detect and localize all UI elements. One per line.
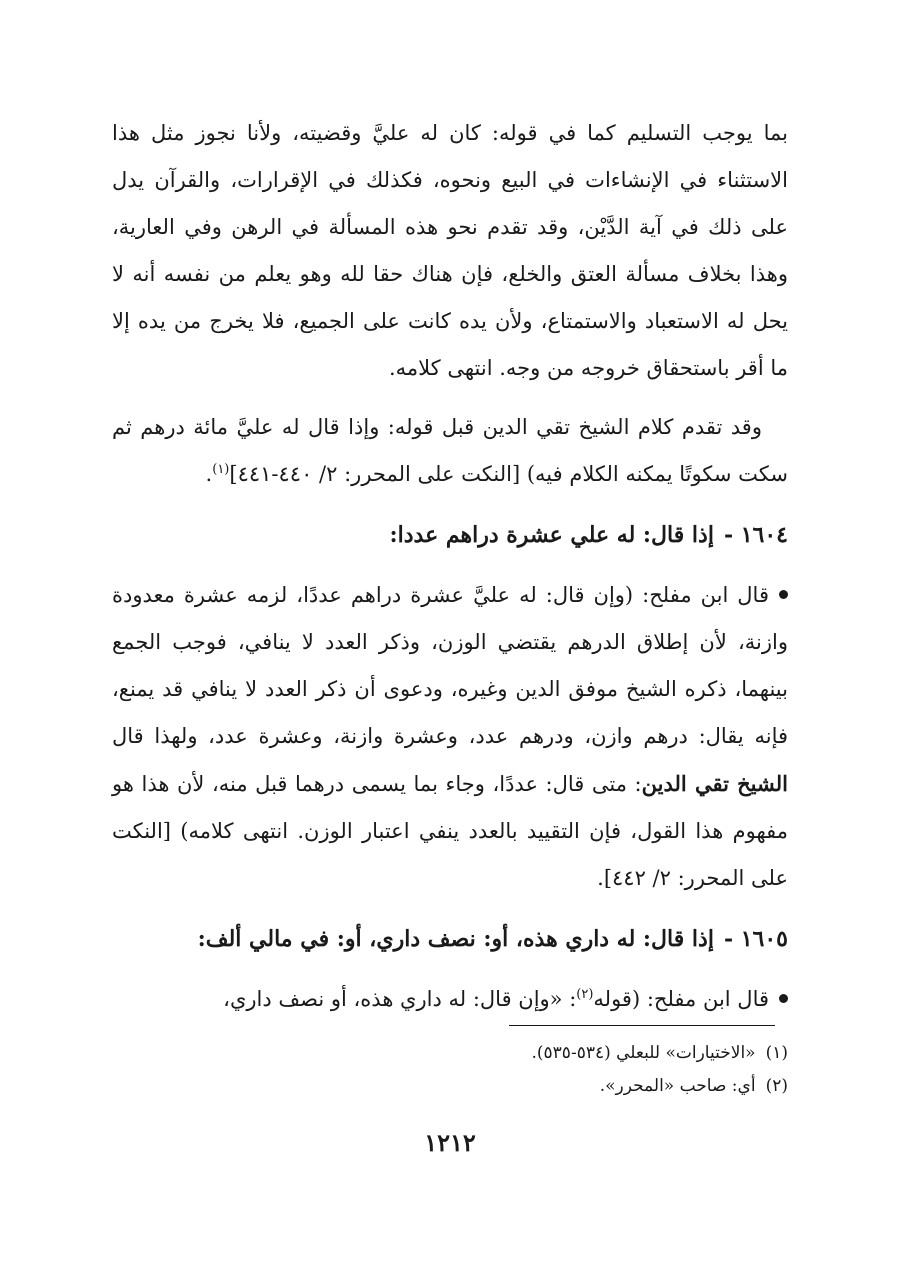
p2-line-2: ثم سكت سكوتًا يمكنه الكلام فيه) [النكت على المحرر: ٢/ ٤٤٠-٤٤١] bbox=[112, 415, 788, 486]
footnote-2-text: أي: صاحب «المحرر». bbox=[599, 1076, 756, 1096]
p1-line-6: يخرج من يده إلا ما أقر باستحقاق خروجه من وجه. انتهى كلامه. bbox=[112, 309, 788, 380]
p4-start: قال ابن مفلح: (قوله bbox=[593, 987, 769, 1011]
p1-line-5: نفسه أنه لا يحل له الاستعباد والاستمتاع، ولأن يده كانت على الجميع، فلا bbox=[112, 262, 789, 333]
p1-line-3: يدل على ذلك في آية الدَّيْن، وقد تقدم نحو هذه المسألة في الرهن وفي bbox=[112, 168, 788, 239]
p3-bold-name: الشيخ تقي الدين bbox=[641, 771, 788, 796]
footnote-2-mark: (٢) bbox=[765, 1076, 788, 1096]
footnote-1 bbox=[112, 1037, 788, 1070]
p3-line-2: معدودة وازنة، لأن إطلاق الدرهم يقتضي الوزن، وذكر العدد لا ينافي، bbox=[112, 583, 788, 654]
paragraph-4 bbox=[112, 976, 788, 1023]
p3-line-7: انتهى كلامه) [النكت على المحرر: ٢/ ٤٤٢]. bbox=[112, 819, 788, 890]
page-number: ١٢١٢ bbox=[424, 1128, 476, 1157]
p2-end: . bbox=[205, 462, 213, 486]
section-number-1605: ١٦٠٥ - bbox=[723, 926, 788, 952]
section-heading-1604 bbox=[112, 510, 788, 560]
footnote-2 bbox=[112, 1070, 788, 1103]
footnote-divider bbox=[509, 1025, 775, 1026]
section-heading-1605 bbox=[112, 914, 788, 964]
footnote-1-mark: (١) bbox=[765, 1043, 788, 1063]
paragraph-2 bbox=[112, 404, 788, 498]
bullet-icon bbox=[779, 590, 788, 599]
paragraph-1 bbox=[112, 110, 788, 392]
p3-line-3: فوجب الجمع بينهما، ذكره الشيخ موفق الدين وغيره، ودعوى أن ذكر العدد bbox=[112, 630, 788, 701]
footnote-1-text: «الاختيارات» للبعلي (٥٣٤-٥٣٥). bbox=[531, 1043, 756, 1063]
section-number-1604: ١٦٠٤ - bbox=[723, 522, 788, 548]
bullet-icon bbox=[779, 994, 788, 1003]
footnote-ref-1[interactable]: (١) bbox=[212, 462, 230, 477]
p2-line-1: وقد تقدم كلام الشيخ تقي الدين قبل قوله: وإذا قال له عليَّ مائة درهم bbox=[140, 415, 762, 439]
footnotes bbox=[112, 1037, 788, 1103]
paragraph-3 bbox=[112, 572, 788, 902]
p3-line-1: قال ابن مفلح: (وإن قال: له عليَّ عشرة دراهم عددًا، لزمه عشرة bbox=[183, 583, 769, 607]
p1-line-1: بما يوجب التسليم كما في قوله: كان له عليَّ وقضيته، ولأنا نجوز مثل هذا bbox=[112, 121, 788, 145]
p1-line-4: العارية، وهذا بخلاف مسألة العتق والخلع، فإن هناك حقا لله وهو يعلم من bbox=[112, 215, 788, 286]
p3-line-5-end: : متى قال: عددًا، وجاء بما يسمى درهما bbox=[295, 772, 642, 796]
p3-line-6: قبل منه، لأن هذا هو مفهوم هذا القول، فإن التقييد بالعدد ينفي اعتبار الوزن. bbox=[112, 772, 788, 843]
section-title-1604: إذا قال: له علي عشرة دراهم عددا: bbox=[389, 522, 714, 548]
page-body bbox=[112, 110, 788, 1023]
section-title-1605: إذا قال: له داري هذه، أو: نصف داري، أو: في مالي ألف: bbox=[197, 926, 714, 952]
p1-line-2: الاستثناء في الإنشاءات في البيع ونحوه، فكذلك في الإقرارات، والقرآن bbox=[154, 168, 788, 192]
p3-line-5-start: عدد، ولهذا قال bbox=[112, 724, 248, 748]
p4-end: : «وإن قال: له داري هذه، أو نصف داري، bbox=[223, 987, 577, 1011]
footnote-ref-2[interactable]: (٢) bbox=[576, 987, 594, 1002]
p3-line-4: لا ينافي قد يمنع، فإنه يقال: درهم وازن، ودرهم عدد، وعشرة وازنة، وعشرة bbox=[112, 677, 789, 748]
